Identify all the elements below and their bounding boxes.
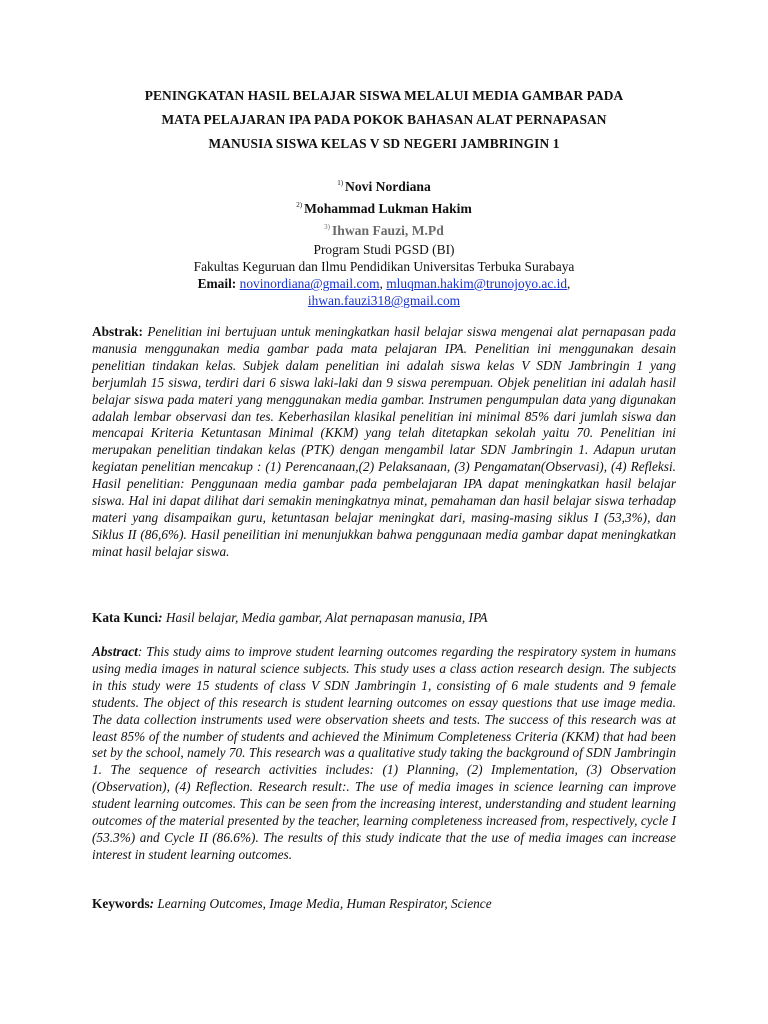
paper-title: [80, 84, 688, 156]
abstract-text: This study aims to improve student learning outcomes regarding the respiratory system in humans using media images in natural science subjects. This study uses a class action research design. The subjects in this study were 15 students of class V SDN Jambringin 1, consisting of 6 male students and 9 female students. The object of this research is student learning outcomes on essay questions that use image media. The data collection instruments used were observation sheets and tests. The success of this research was at least 85% of the number of students and achieved the Minimum Completeness Criteria (KKM) that had been set by the school, namely 70. This research was a qualitative study taking the background of SDN Jambringin 1. The sequence of research activities includes: (1) Planning, (2) Implementation, (3) Observation (Observation), (4) Reflection. Research result:. The use of media images in science learning can improve student learning outcomes. This can be seen from the increasing interest, understanding and student learning outcomes of the material presented by the teacher, learning completeness increased from, respectively, cycle I (53.3%) and Cycle II (86.6%). The results of this study indicate that the use of media images can increase interest in student learning outcomes.: [92, 644, 676, 862]
affiliation: [0, 241, 768, 309]
author-1: [0, 174, 768, 196]
abstrak-paragraph: [92, 324, 676, 561]
author-2-number: 2): [296, 201, 303, 209]
email-label: Email:: [197, 276, 237, 291]
author-2: [0, 196, 768, 218]
email-line: [0, 275, 768, 292]
email-line-2: [0, 292, 768, 309]
abstract-colon: :: [137, 644, 143, 659]
author-3: [0, 218, 768, 240]
abstrak-text: Penelitian ini bertujuan untuk meningkatkan hasil belajar siswa mengenai alat pernapasan pada manusia menggunakan media gambar pada mata pelajaran IPA. Penelitian ini menggunakan desain penelitian tindakan kelas. Subjek dalam penelitian ini adalah siswa kelas V SDN Jambringin 1 yang berjumlah 15 siswa, terdiri dari 6 siswa laki-laki dan 9 siswa perempuan. Objek penelitian ini adalah hasil belajar siswa pada materi yang menggunakan media gambar. Instrumen pengumpulan data yang digunakan adalah lembar observasi dan tes. Keberhasilan klasikal penelitian ini minimal 85% dari jumlah siswa dan mencapai Kriteria Ketuntasan Minimal (KKM) yang telah ditetapkan sekolah yaitu 70. Penelitian ini merupakan penelitian tindakan kelas (PTK) dengan mengambil latar SDN Jambringin 1. Adapun urutan kegiatan penelitian mencakup : (1) Perencanaan,(2) Pelaksanaan, (3) Pengamatan(Observasi), (4) Refleksi. Hasil penelitian: Penggunaan media gambar pada pembelajaran IPA dapat meningkatkan hasil belajar siswa. Hal ini dapat dilihat dari semakin meningkatnya minat, pemahaman dan hasil belajar siswa terhadap materi yang disampaikan guru, ketuntasan belajar meningkat dari, masing-masing siklus I (53,3%), dan Siklus II (86,6%). Hasil peneilitian ini menunjukkan bahwa penggunaan media gambar dapat meningkatkan minat hasil belajar siswa.: [92, 324, 677, 559]
author-1-number: 1): [337, 179, 344, 187]
email-separator-2: ,: [567, 276, 571, 291]
author-3-number: 3): [324, 223, 331, 231]
email-separator-1: ,: [379, 276, 383, 291]
keywords-colon: :: [149, 896, 155, 911]
author-1-name: Novi Nordiana: [345, 179, 431, 194]
email-link-3[interactable]: ihwan.fauzi318@gmail.com: [307, 293, 461, 308]
author-3-name: Ihwan Fauzi, M.Pd: [332, 223, 444, 238]
faculty-name: Fakultas Keguruan dan Ilmu Pendidikan Universitas Terbuka Surabaya: [193, 259, 575, 274]
abstrak-label: Abstrak:: [92, 324, 143, 339]
kata-kunci-label: Kata Kunci: [92, 610, 159, 625]
kata-kunci-line: [92, 610, 676, 627]
title-line-2: MATA PELAJARAN IPA PADA POKOK BAHASAN ALAT PERNAPASAN: [161, 112, 607, 127]
email-link-2[interactable]: mluqman.hakim@trunojoyo.ac.id: [386, 276, 568, 291]
email-link-1[interactable]: novinordiana@gmail.com: [239, 276, 380, 291]
keywords-label: Keywords: [92, 896, 150, 911]
author-list: [0, 174, 768, 240]
kata-kunci-text: Hasil belajar, Media gambar, Alat pernapasan manusia, IPA: [162, 610, 488, 625]
title-line-1: PENINGKATAN HASIL BELAJAR SISWA MELALUI MEDIA GAMBAR PADA: [144, 88, 624, 103]
program-name: Program Studi PGSD (BI): [313, 242, 455, 257]
keywords-line: [92, 896, 676, 913]
keywords-text: Learning Outcomes, Image Media, Human Respirator, Science: [154, 896, 492, 911]
abstract-label: Abstract: [92, 644, 138, 659]
kata-kunci-colon: :: [158, 610, 163, 625]
title-line-3: MANUSIA SISWA KELAS V SD NEGERI JAMBRINGIN 1: [208, 136, 560, 151]
abstract-paragraph: [92, 644, 676, 864]
author-2-name: Mohammad Lukman Hakim: [304, 201, 472, 216]
